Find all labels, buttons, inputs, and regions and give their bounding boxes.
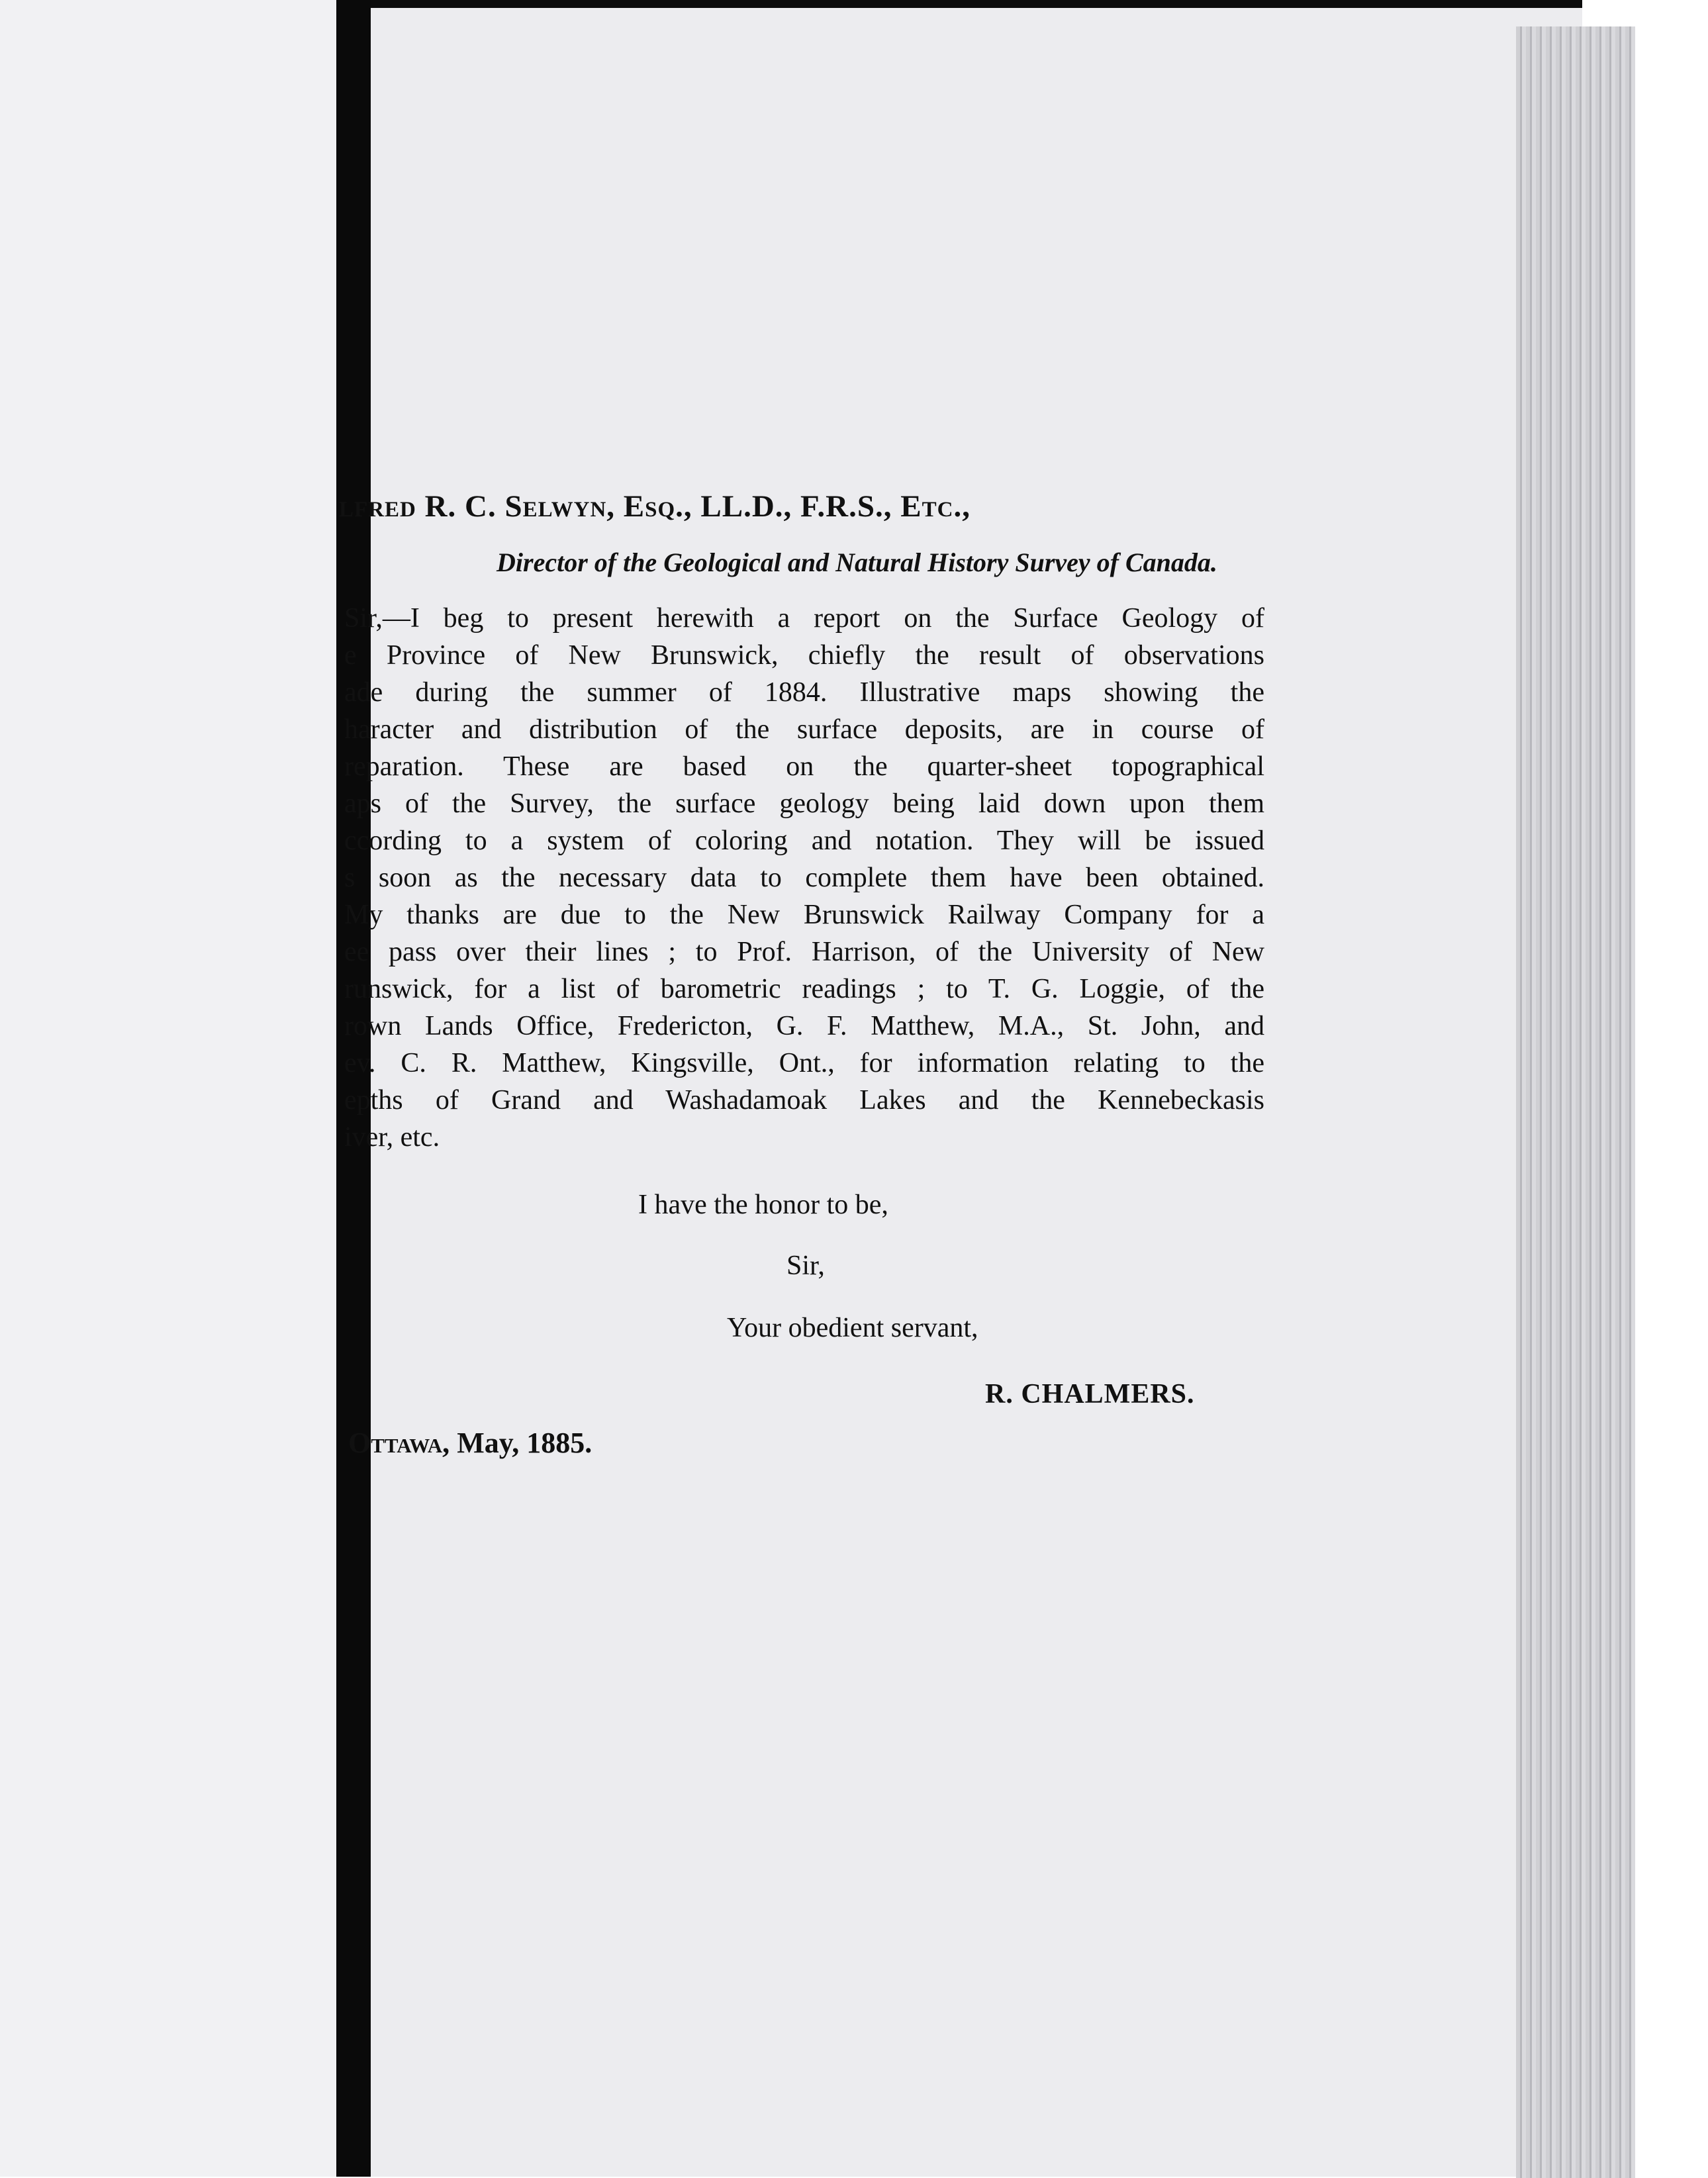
closing-salutation: I have the honor to be,	[638, 1190, 888, 1220]
body-line: ee pass over their lines ; to Prof. Harrison, of the University of New	[344, 937, 1264, 967]
body-line: My thanks are due to the New Brunswick Railway Company for a	[344, 900, 1264, 930]
body-line: Sir,—I beg to present herewith a report on the Surface Geology of	[344, 603, 1264, 634]
page-edges	[1516, 26, 1635, 2178]
letter-addressee	[339, 489, 971, 524]
closing-servant: Your obedient servant,	[727, 1313, 978, 1343]
body-line: reparation. These are based on the quarter-sheet topographical	[344, 751, 1264, 782]
body-line: rown Lands Office, Fredericton, G. F. Matthew, M.A., St. John, and	[344, 1011, 1264, 1041]
body-line: s soon as the necessary data to complete them have been obtained.	[344, 863, 1264, 893]
facing-page-left	[0, 0, 336, 2177]
letter-body	[344, 600, 1264, 1156]
body-line: ccording to a system of coloring and notation. They will be issued	[344, 826, 1264, 856]
body-line: haracter and distribution of the surface deposits, are in course of	[344, 714, 1264, 745]
place-and-date	[348, 1426, 592, 1460]
body-line: e Province of New Brunswick, chiefly the result of observations	[344, 640, 1264, 671]
date: May, 1885.	[457, 1427, 593, 1459]
body-line: iver, etc.	[344, 1122, 440, 1153]
signature: R. CHALMERS.	[985, 1379, 1195, 1409]
addressee-name: lfred R. C. Selwyn, Esq.,	[339, 489, 692, 524]
body-line: aps of the Survey, the surface geology being laid down upon them	[344, 788, 1264, 819]
addressee-title: Director of the Geological and Natural History Survey of Canada.	[497, 547, 1217, 577]
body-line: epths of Grand and Washadamoak Lakes and the Kennebeckasis	[344, 1085, 1264, 1115]
body-line: ev. C. R. Matthew, Kingsville, Ont., for information relating to the	[344, 1048, 1264, 1078]
body-line: runswick, for a list of barometric readings ; to T. G. Loggie, of the	[344, 974, 1264, 1004]
addressee-credentials: LL.D., F.R.S., Etc.,	[700, 489, 971, 524]
body-line: ade during the summer of 1884. Illustrative maps showing the	[344, 677, 1264, 708]
scan-margin-right	[1635, 0, 1708, 2177]
place: Ottawa,	[348, 1427, 450, 1459]
closing-sir: Sir,	[786, 1251, 825, 1281]
